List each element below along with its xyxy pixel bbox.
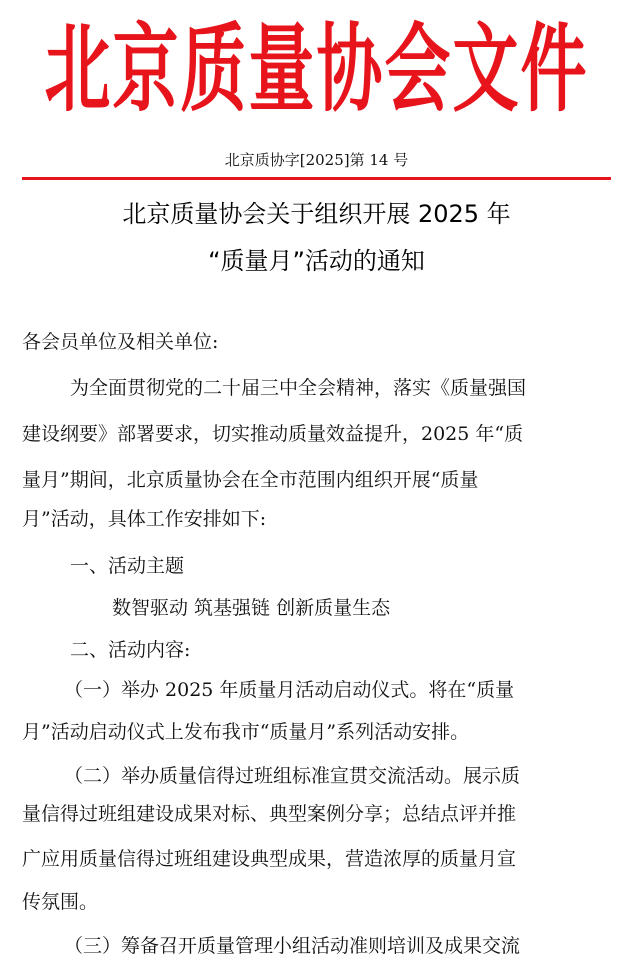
item-2-line-1: （二）举办质量信得过班组标准宣贯交流活动。展示质: [64, 765, 521, 787]
notice-title-line-2: “质量月”活动的通知: [208, 247, 425, 275]
item-1-line-2: 月”活动启动仪式上发布我市“质量月”系列活动安排。: [22, 721, 470, 743]
notice-title-line-1: 北京质量协会关于组织开展 2025 年: [122, 200, 511, 228]
item-2-line-4: 传氛围。: [22, 891, 99, 913]
masthead-title: 北京质量协会文件: [44, 13, 589, 126]
intro-line-3: 量月”期间，北京质量协会在全市范围内组织开展“质量: [22, 469, 479, 491]
intro-line-4: 月”活动，具体工作安排如下:: [22, 508, 267, 530]
theme-text: 数智驱动 筑基强链 创新质量生态: [112, 597, 391, 619]
item-3-line-1: （三）筹备召开质量管理小组活动准则培训及成果交流: [64, 935, 521, 957]
section-heading-theme: 一、活动主题: [70, 555, 185, 577]
intro-line-2: 建设纲要》部署要求，切实推动质量效益提升，2025 年“质: [22, 423, 524, 445]
section-heading-content: 二、活动内容:: [70, 639, 191, 661]
item-1-line-1: （一）举办 2025 年质量月活动启动仪式。将在“质量: [64, 679, 515, 701]
document-number: 北京质协字[2025]第 14 号: [224, 151, 409, 169]
salutation: 各会员单位及相关单位:: [22, 331, 219, 353]
item-2-line-3: 广应用质量信得过班组建设典型成果，营造浓厚的质量月宣: [22, 848, 517, 870]
item-2-line-2: 量信得过班组建设成果对标、典型案例分享；总结点评并推: [22, 803, 517, 825]
red-divider-line: [22, 177, 611, 180]
intro-line-1: 为全面贯彻党的二十届三中全会精神，落实《质量强国: [70, 377, 527, 399]
